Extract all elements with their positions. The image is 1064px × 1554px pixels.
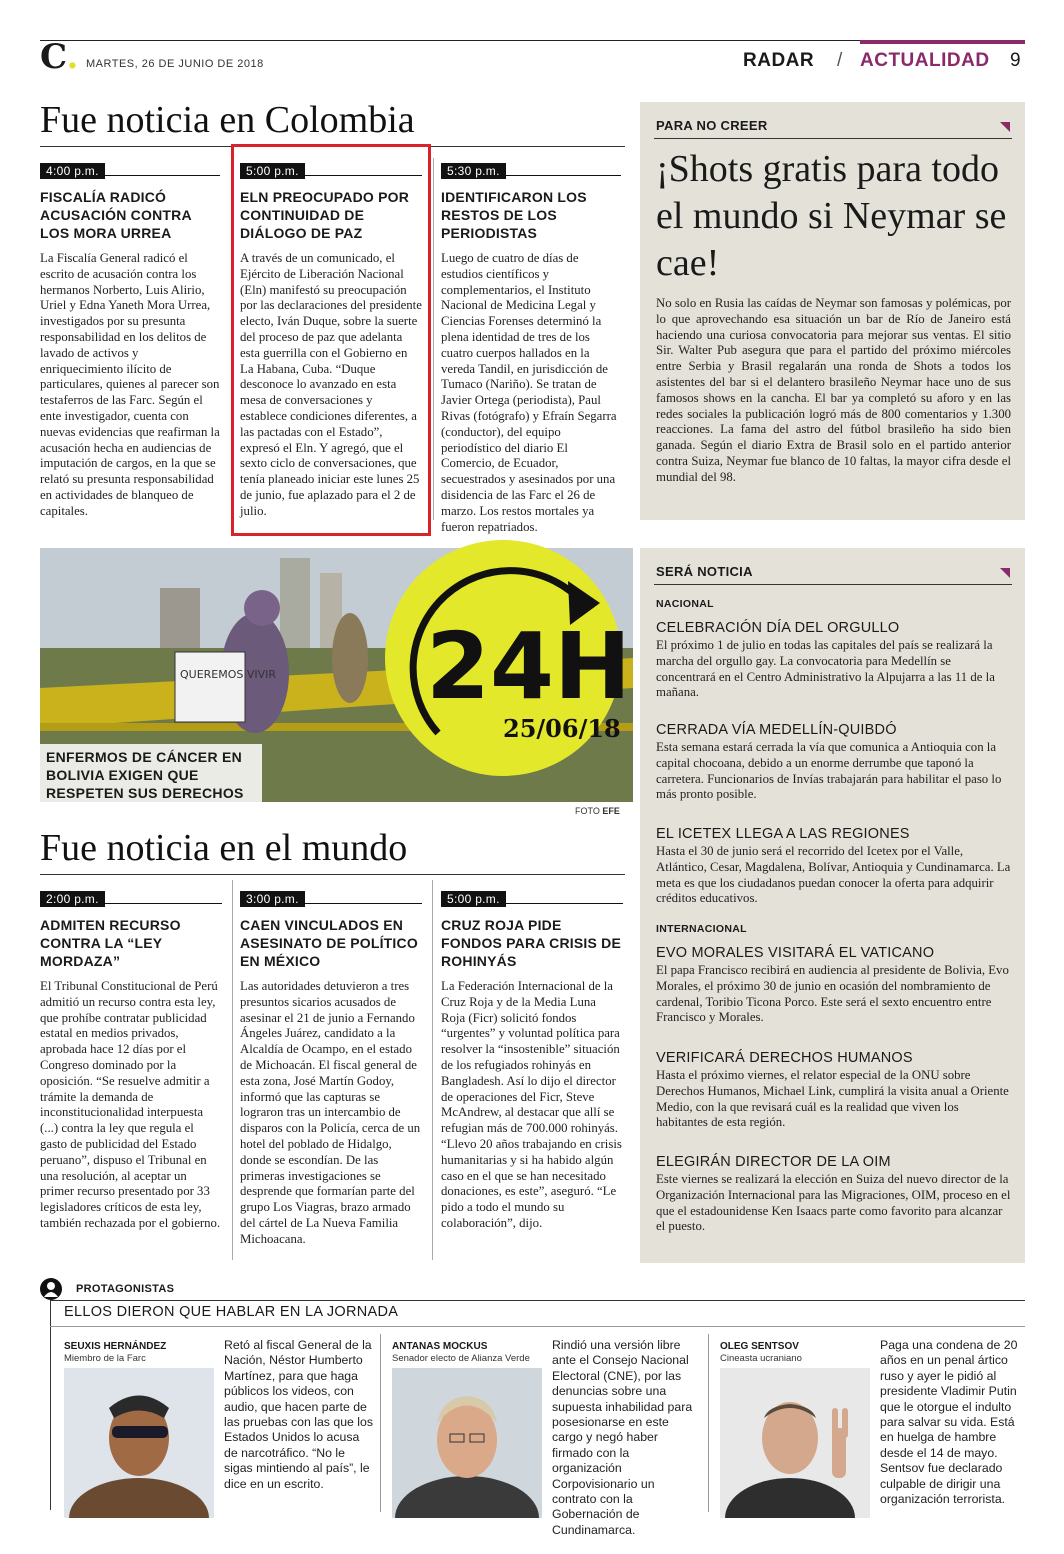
column-divider	[232, 880, 233, 1260]
box-body: No solo en Rusia las caídas de Neymar son famosas y polémicas, por lo que aprovechando esa situación un bar de Río de Janeiro está haciendo una curiosa convocatoria para mejorar sus ventas. El sitio Sir. Walter Pub asegura que para el partido del próximo miércoles entre Serbia y Brasil regalarán una ronda de Shots a todos los asistentes del bar si el delantero brasileño Neymar hace uno de sus famosos shows en la cancha. El bar ya completó su aforo y en las redes sociales la publicación logró más de 800 comentarios y 1.300 reacciones. La fama del astro del fútbol brasileño ha sido bien ganada. Según el diario Extra de Brasil solo en el partido anterior contra Suiza, Neymar fue blanco de 10 faltas, la mayor cifra desde el mundial del 98.	[656, 296, 1011, 484]
agenda-body: Esta semana estará cerrada la vía que comunica a Antioquia con la capital chocoana, debido a un enorme derrumbe que taponó la carretera. Funcionarios de Invías trabajarán para habilitar el paso lo más pronto posible.	[656, 740, 1002, 802]
story-time: 3:00 p.m.	[240, 891, 305, 907]
story-body: A través de un comunicado, el Ejército de Liberación Nacional (Eln) manifestó su preocupación por las declaraciones del presidente electo, Iván Duque, sobre la suerte del proceso de paz que adelanta esta guerrilla con el Gobierno en La Habana, Cuba. “Duque desconoce lo avanzado en esta mesa de conversaciones y establece condiciones diferentes, a las pactadas con el Estado”, expresó el Eln. Y agregó, que el sexto ciclo de conversaciones, que tenía planeado iniciar este lunes 25 de junio, fue aplazado para el 2 de julio.	[240, 251, 422, 518]
colombia-story-1	[40, 162, 220, 520]
story-body: Las autoridades detuvieron a tres presuntos sicarios acusados de asesinar el 21 de junio a Fernando Ángeles Juárez, candidato a la Alcaldía de Ocampo, en el estado de Michoacán. El fiscal general de esta zona, José Martín Godoy, informó que las capturas se lograron tras un intercambio de disparos con la Policía, cerca de un hotel del poblado de Hidalgo, donde se escondían. De las primeras investigaciones se desprende que formarían parte del grupo Los Viagras, brazo armado del cártel de La Nueva Familia Michoacana.	[240, 979, 421, 1246]
page-number: 9	[1010, 50, 1022, 71]
mundo-title: Fue noticia en el mundo	[40, 827, 408, 869]
column-divider	[432, 880, 433, 1260]
box-rule	[654, 138, 1012, 139]
agenda-item	[656, 945, 1011, 1026]
person-icon	[40, 1278, 62, 1300]
column-divider	[433, 158, 434, 520]
story-time: 2:00 p.m.	[40, 891, 105, 907]
sign-text: QUEREMOS VIVIR	[180, 668, 277, 681]
column-divider	[708, 1334, 709, 1512]
protagonistas-subtitle: ELLOS DIERON QUE HABLAR EN LA JORNADA	[64, 1304, 399, 1320]
badge-date: 25/06/18	[503, 714, 621, 743]
protagonistas-vrule	[50, 1300, 51, 1510]
agenda-body: El papa Francisco recibirá en audiencia al presidente de Bolivia, Evo Morales, el próximo 30 de junio en ocasión del nombramiento de cardenal, Toribio Ticona Porco. Este será el sexto encuentro entre Francisco y Morales.	[656, 963, 1009, 1025]
person-role: Miembro de la Farc	[64, 1353, 146, 1364]
section-radar: RADAR	[743, 50, 815, 71]
mundo-story-3	[441, 890, 623, 1232]
agenda-body: Hasta el próximo viernes, el relator especial de la ONU sobre Derechos Humanos, Michael Link, cumplirá la visita anual a Oriente Medio, con la que revisará cuál es la realidad que viven los habitantes de esta región.	[656, 1068, 1009, 1130]
mundo-story-1	[40, 890, 222, 1232]
story-time: 4:00 p.m.	[40, 163, 105, 179]
person-name: SEUXIS HERNÁNDEZ	[64, 1341, 167, 1352]
agenda-item	[656, 1050, 1011, 1131]
24h-badge	[378, 533, 628, 783]
internacional-label: INTERNACIONAL	[656, 923, 747, 935]
agenda-body: Este viernes se realizará la elección en Suiza del nuevo director de la Organización Internacional para las Migraciones, OIM, proceso en el que el estadounidense Ken Isaacs parte como favorito para alcanzar el puesto.	[656, 1172, 1011, 1234]
agenda-title: CELEBRACIÓN DÍA DEL ORGULLO	[656, 620, 900, 636]
para-no-creer-box	[640, 102, 1025, 520]
person-photo-graphic	[720, 1368, 870, 1518]
story-body: La Federación Internacional de la Cruz Roja y de la Media Luna Roja (Ficr) solicitó fondos “urgentes” y voluntad política para resolver la “insostenible” situación de los refugiados rohinyás en Bangladesh. Así lo dijo el director de operaciones del Ficr, Steve McAndrew, al destacar que allí se refugian más de 700.000 rohinyás. “Llevo 20 años trabajando en crisis humanitarias y si ha habido algún caso en el que se han necesitado donaciones, es este”, aseguró. “Le pido a todo el mundo su colaboración”, dijo.	[441, 979, 622, 1230]
story-body: Luego de cuatro de días de estudios científicos y complementarios, el Instituto Nacional de Medicina Legal y Ciencias Forenses determinó la plena identidad de tres de los cuatro cuerpos hallados en la vereda Tandil, en jurisdicción de Tumaco (Nariño). Se tratan de Javier Ortega (periodista), Paul Rivas (fotógrafo) y Efraín Segarra (conductor), del equipo periodístico del diario El Comercio, de Ecuador, secuestrados y asesinados por una disidencia de las Farc el 26 de marzo. Los restos mortales ya fueron repatriados.	[441, 251, 617, 534]
colombia-story-2	[240, 162, 422, 520]
agenda-item	[656, 1154, 1011, 1235]
sera-noticia-box	[640, 548, 1025, 1263]
person-photo	[64, 1368, 214, 1518]
protagonistas-tag: PROTAGONISTAS	[76, 1283, 175, 1295]
person-name: OLEG SENTSOV	[720, 1341, 799, 1352]
nacional-label: NACIONAL	[656, 598, 714, 610]
box-rule	[654, 584, 1012, 585]
colombia-title: Fue noticia en Colombia	[40, 99, 415, 141]
story-time: 5:00 p.m.	[240, 163, 305, 179]
agenda-title: EVO MORALES VISITARÁ EL VATICANO	[656, 945, 935, 961]
story-headline: CRUZ ROJA PIDE FONDOS PARA CRISIS DE ROHINYÁS	[441, 917, 621, 969]
story-time: 5:30 p.m.	[441, 163, 506, 179]
story-headline: FISCALÍA RADICÓ ACUSACIÓN CONTRA LOS MORA URREA	[40, 189, 192, 241]
agenda-title: VERIFICARÁ DERECHOS HUMANOS	[656, 1050, 913, 1066]
story-headline: ELN PREOCUPADO POR CONTINUIDAD DE DIÁLOGO DE PAZ	[240, 189, 410, 241]
issue-date: MARTES, 26 DE JUNIO DE 2018	[86, 58, 264, 70]
person-photo-graphic	[64, 1368, 214, 1518]
section-separator: /	[837, 50, 843, 71]
box-tag: SERÁ NOTICIA	[656, 564, 753, 579]
credit-source: EFE	[602, 806, 620, 816]
person-name: ANTANAS MOCKUS	[392, 1341, 488, 1352]
person-role: Senador electo de Alianza Verde	[392, 1353, 530, 1364]
section-actualidad: ACTUALIDAD	[860, 50, 990, 71]
person-photo	[720, 1368, 870, 1518]
agenda-title: CERRADA VÍA MEDELLÍN-QUIBDÓ	[656, 722, 897, 738]
badge-24h: 24H	[426, 613, 628, 720]
person-text: Retó al fiscal General de la Nación, Néstor Humberto Martínez, para que haga públicos los videos, con audio, que hacen parte de las pruebas con las que los Estados Unidos lo acusa de narcotráfico. “No le sigas mintiendo al país”, le dice en un escrito.	[224, 1338, 374, 1491]
protagonistas-rule-2	[50, 1326, 1025, 1327]
24h-badge-graphic	[378, 533, 628, 783]
person-role: Cineasta ucraniano	[720, 1353, 802, 1364]
mundo-rule	[40, 874, 625, 875]
story-headline: CAEN VINCULADOS EN ASESINATO DE POLÍTICO EN MÉXICO	[240, 917, 418, 969]
mundo-story-2	[240, 890, 422, 1248]
box-tag: PARA NO CREER	[656, 118, 768, 133]
agenda-title: EL ICETEX LLEGA A LAS REGIONES	[656, 826, 910, 842]
logo	[40, 37, 79, 77]
credit-prefix: FOTO	[575, 806, 600, 816]
person-icon-graphic	[40, 1278, 62, 1300]
protagonistas-rule	[50, 1300, 1025, 1301]
person-text: Paga una condena de 20 años en un penal ártico ruso y ayer le pidió al presidente Vladimir Putin que le otorgue el indulto para salvar su vida. Está en huelga de hambre desde el 14 de mayo. Sentsov fue declarado culpable de dirigir una organización terrorista.	[880, 1338, 1018, 1507]
person-text: Rindió una versión libre ante el Consejo Nacional Electoral (CNE), por las denuncias sobre una supuesta inhabilidad para posesionarse en este cargo y negó haber firmado con la organización Corpovisionario un contrato con la Gobernación de Cundinamarca.	[552, 1338, 693, 1537]
colombia-story-3	[441, 162, 621, 535]
logo-letter: C	[40, 37, 67, 77]
logo-dot: .	[66, 37, 79, 77]
story-body: El Tribunal Constitucional de Perú admitió un recurso contra esta ley, que prohíbe contratar publicidad estatal en medios privados, aprobada hace 12 días por el Congreso dominado por la oposición. “Se resuelve admitir a trámite la demanda de inconstitucionalidad interpuesta (...) contra la ley que regula el gasto de publicidad del Estado peruano”, dispuso el Tribunal en una resolución, al aceptar un primer recurso presentado por 33 legisladores críticos de esta ley, también rechazada por el gobierno.	[40, 979, 221, 1230]
agenda-body: Hasta el 30 de junio será el recorrido del Icetex por el Valle, Atlántico, Cesar, Magdalena, Bolívar, Antioquia y Cundinamarca. La meta es que los ciudadanos puedan conocer la oferta para adquirir créditos educativos.	[656, 844, 1011, 906]
column-divider	[380, 1334, 381, 1512]
photo-credit	[575, 806, 620, 816]
agenda-item	[656, 722, 1011, 803]
person-photo-graphic	[392, 1368, 542, 1518]
agenda-item	[656, 620, 1011, 701]
story-headline: IDENTIFICARON LOS RESTOS DE LOS PERIODISTAS	[441, 189, 587, 241]
accent-bar	[860, 40, 1025, 44]
story-body: La Fiscalía General radicó el escrito de acusación contra los hermanos Norberto, Luis Alirio, Uriel y Edna Yaneth Mora Urrea, investigados por su presunta responsabilidad en los delitos de lavado de activos y enriquecimiento ilícito de particulares, quienes al parecer son testaferros de las Farc. Según el ente investigador, cuenta con nuevas evidencias que reafirman la acusación hecha en audiencias de imputación de cargos, en la que se relató su presunta responsabilidad en actividades de blanqueo de capitales.	[40, 251, 220, 518]
photo-caption: ENFERMOS DE CÁNCER EN BOLIVIA EXIGEN QUE RESPETEN SUS DERECHOS	[40, 744, 262, 802]
corner-mark	[1000, 122, 1010, 132]
corner-mark	[1000, 568, 1010, 578]
story-headline: ADMITEN RECURSO CONTRA LA “LEY MORDAZA”	[40, 917, 181, 969]
person-photo	[392, 1368, 542, 1518]
box-title: ¡Shots gratis para todo el mundo si Neymar se cae!	[656, 148, 1007, 284]
agenda-title: ELEGIRÁN DIRECTOR DE LA OIM	[656, 1154, 891, 1170]
agenda-body: El próximo 1 de julio en todas las capitales del país se realizará la marcha del orgullo gay. La convocatoria para Medellín se concentrará en el Centro Administrativo la Alpujarra a las 11 de la mañana.	[656, 638, 995, 700]
story-time: 5:00 p.m.	[441, 891, 506, 907]
agenda-item	[656, 826, 1011, 907]
